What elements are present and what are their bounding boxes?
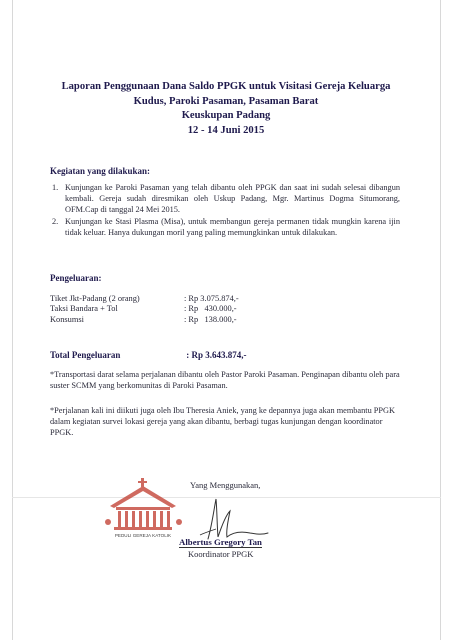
expenses-table	[50, 294, 350, 325]
expense-amount: : Rp 3.075.874,-	[184, 294, 239, 303]
expense-amount: : Rp 430.000,-	[184, 304, 237, 314]
scan-edge-left	[12, 0, 13, 640]
handwritten-signature	[190, 495, 270, 543]
activity-item	[52, 182, 400, 215]
closing-text: Yang Menggunakan,	[190, 480, 261, 490]
participant-note: *Perjalanan kali ini diikuti juga oleh Ibu Theresia Aniek, yang ke depannya juga akan membantu PPGK dalam kegiatan survei lokasi gereja yang akan dibantu, berbagi tugas kunjungan dengan koordinator PPGK.	[50, 406, 396, 437]
title-line-3: Keuskupan Padang	[181, 110, 271, 122]
title-line-2: Kudus, Paroki Pasaman, Pasaman Barat	[133, 95, 319, 107]
expense-label: Konsumsi	[50, 314, 84, 324]
expense-row	[50, 315, 350, 325]
expense-label: Taksi Bandara + Tol	[50, 304, 118, 314]
activity-text: Kunjungan ke Stasi Plasma (Misa), untuk membangun gereja permanen tidak mungkin karena ijin tidak keluar. Hanya dukungan moril yang paling memungkinkan untuk dilakukan.	[65, 217, 400, 237]
activity-number: 1.	[52, 183, 59, 192]
activity-item	[52, 216, 400, 238]
expense-label: Tiket Jkt-Padang (2 orang)	[50, 294, 140, 303]
scan-edge-right	[440, 0, 441, 640]
transport-note: *Transportasi darat selama perjalanan dibantu oleh Pastor Paroki Pasaman. Penginapan dibantu oleh para suster SCMM yang berkomunitas di Paroki Pasaman.	[50, 370, 400, 390]
title-line-1: Laporan Penggunaan Dana Saldo PPGK untuk Visitasi Gereja Keluarga	[61, 81, 391, 92]
signer-role: Koordinator PPGK	[188, 549, 254, 559]
total-label: Total Pengeluaran	[50, 350, 121, 360]
expense-amount: : Rp 138.000,-	[184, 314, 237, 324]
signer-name: Albertus Gregory Tan	[179, 537, 262, 547]
stamp-text: PEDULI GEREJA KATOLIK	[114, 533, 172, 538]
expenses-heading: Pengeluaran:	[50, 273, 102, 283]
activities-list	[52, 182, 400, 238]
church-stamp-logo	[100, 478, 186, 540]
total-amount: : Rp 3.643.874,-	[186, 350, 247, 360]
expense-row	[50, 294, 350, 304]
activity-number: 2.	[52, 217, 59, 226]
title-line-4: 12 - 14 Juni 2015	[187, 124, 265, 136]
report-title	[30, 80, 422, 138]
activities-heading: Kegiatan yang dilakukan:	[50, 166, 151, 176]
activity-text: Kunjungan ke Paroki Pasaman yang telah dibantu oleh PPGK dan saat ini sudah selesai dibangun kembali. Gereja sudah diresmikan oleh Uskup Padang, Mgr. Martinus Dogma Situmorang, OFM.Cap di tanggal 24 Mei 2015.	[65, 183, 400, 214]
expense-row	[50, 304, 350, 314]
total-expenses	[50, 350, 350, 360]
